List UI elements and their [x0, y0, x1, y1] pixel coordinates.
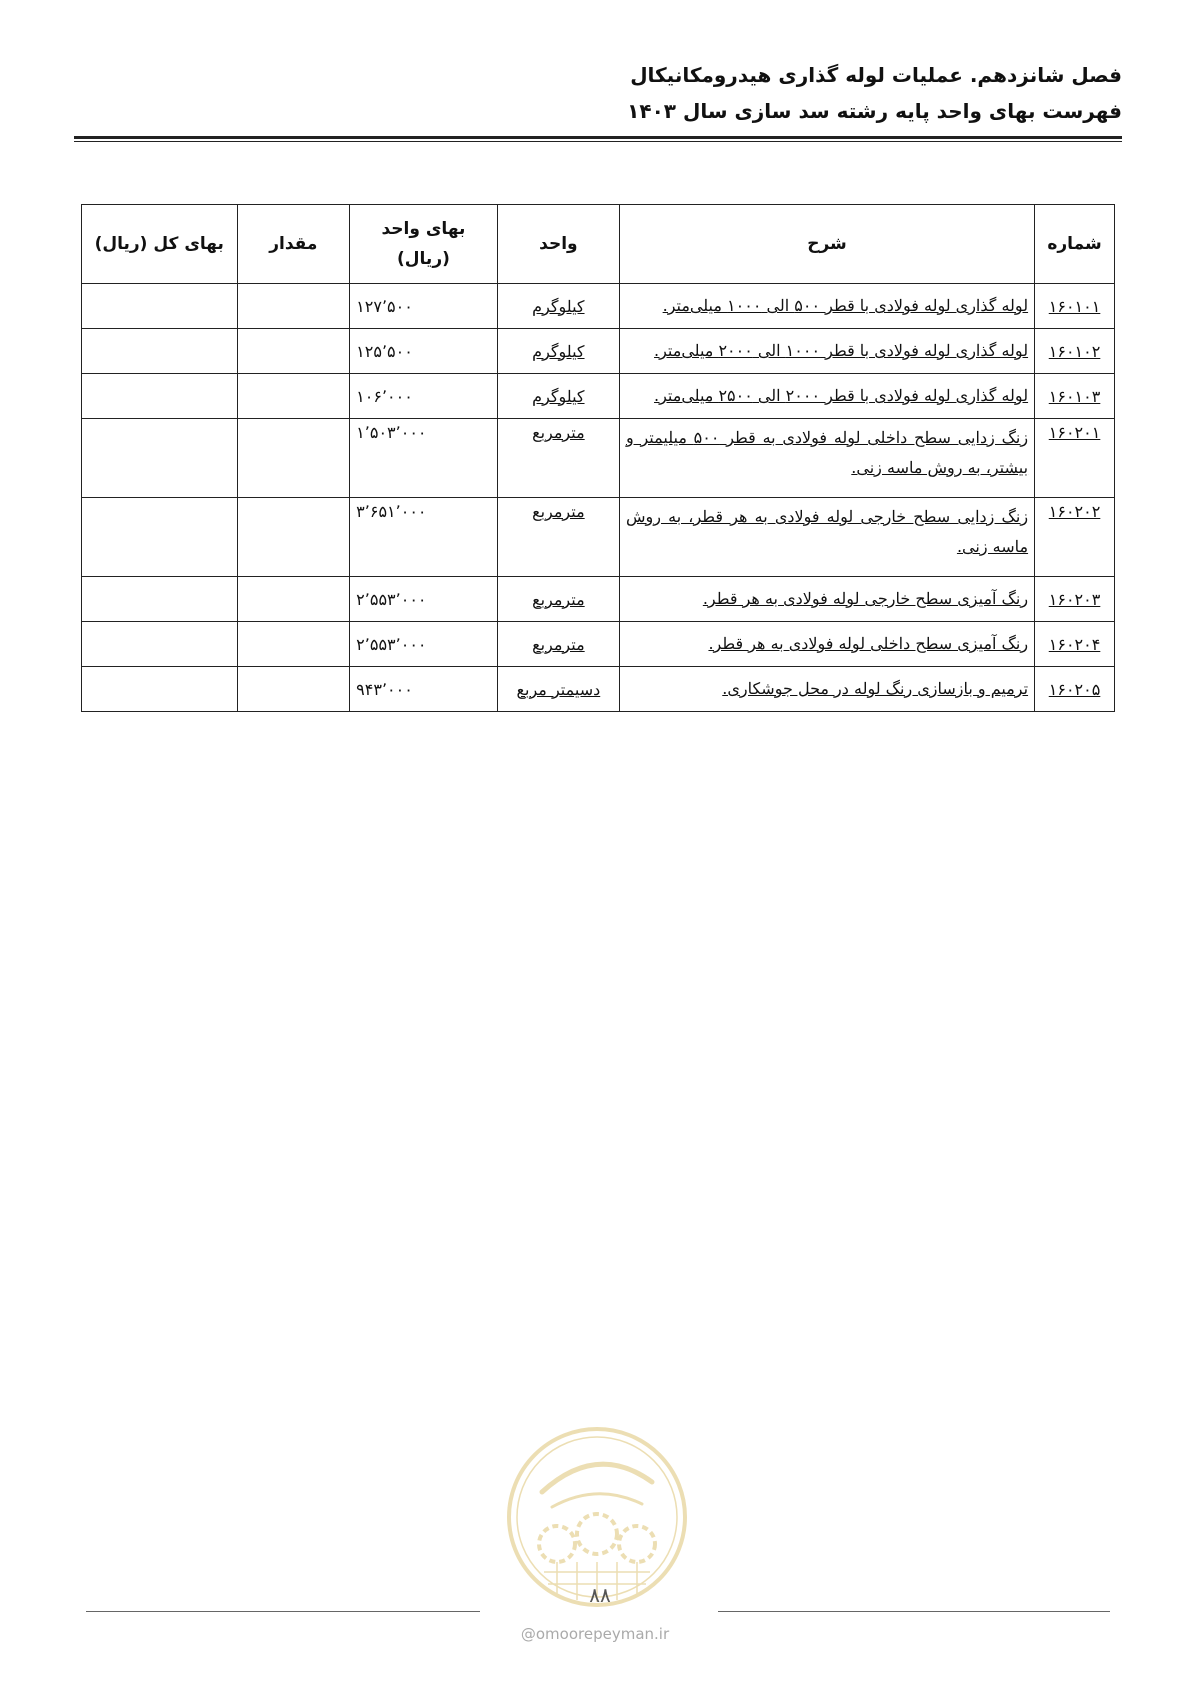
header-unit: واحد [497, 205, 619, 284]
row-number: ۱۶۰۲۰۳ [1035, 577, 1115, 622]
row-unit: کیلوگرم [497, 374, 619, 419]
row-total-price [82, 622, 238, 667]
table-row [82, 329, 1115, 374]
header-unit-price-label: بهای واحد [381, 219, 466, 239]
header-quantity: مقدار [237, 205, 350, 284]
row-unit: مترمربع [497, 622, 619, 667]
row-quantity [237, 329, 350, 374]
row-description: لوله گذاری لوله فولادی با قطر ۲۰۰۰ الی ۲۵۰۰ میلی‌متر. [619, 374, 1034, 419]
row-description: زنگ زدایی سطح خارجی لوله فولادی به هر قطر، به روش ماسه زنی. [619, 498, 1034, 577]
row-unit: کیلوگرم [497, 284, 619, 329]
header-unit-price [350, 205, 498, 284]
table-header-row [82, 205, 1115, 284]
row-description: رنگ آمیزی سطح داخلی لوله فولادی به هر قطر. [619, 622, 1034, 667]
table-row [82, 667, 1115, 712]
table-row [82, 622, 1115, 667]
row-number: ۱۶۰۲۰۱ [1035, 419, 1115, 498]
price-list-title: فهرست بهای واحد پایه رشته سد سازی سال ۱۴۰۳ [627, 99, 1122, 123]
row-quantity [237, 284, 350, 329]
row-description: زنگ زدایی سطح داخلی لوله فولادی به قطر ۵۰۰ میلیمتر و بیشتر، به روش ماسه زنی. [619, 419, 1034, 498]
header-description: شرح [619, 205, 1034, 284]
table-row [82, 374, 1115, 419]
row-total-price [82, 498, 238, 577]
page-number: ۸۸ [589, 1583, 611, 1607]
row-number: ۱۶۰۱۰۳ [1035, 374, 1115, 419]
row-description: رنگ آمیزی سطح خارجی لوله فولادی به هر قطر. [619, 577, 1034, 622]
row-unit-price: ۱۲۵٬۵۰۰ [350, 329, 498, 374]
row-unit-price: ۹۴۳٬۰۰۰ [350, 667, 498, 712]
header-rule-thin [74, 141, 1122, 142]
row-unit: مترمربع [497, 419, 619, 498]
row-quantity [237, 622, 350, 667]
price-table [81, 204, 1115, 712]
row-total-price [82, 577, 238, 622]
row-number: ۱۶۰۲۰۲ [1035, 498, 1115, 577]
row-total-price [82, 374, 238, 419]
row-unit: مترمربع [497, 577, 619, 622]
page-header [74, 58, 1122, 130]
row-description: لوله گذاری لوله فولادی با قطر ۱۰۰۰ الی ۲۰۰۰ میلی‌متر. [619, 329, 1034, 374]
footer-rule-left [86, 1611, 480, 1612]
row-total-price [82, 329, 238, 374]
row-unit: کیلوگرم [497, 329, 619, 374]
row-unit-price: ۱٬۵۰۳٬۰۰۰ [350, 419, 498, 498]
row-total-price [82, 419, 238, 498]
row-number: ۱۶۰۲۰۵ [1035, 667, 1115, 712]
footer-rule-right [718, 1611, 1110, 1612]
row-unit: مترمربع [497, 498, 619, 577]
row-quantity [237, 577, 350, 622]
table-row [82, 498, 1115, 577]
row-unit-price: ۳٬۶۵۱٬۰۰۰ [350, 498, 498, 577]
row-quantity [237, 419, 350, 498]
row-total-price [82, 284, 238, 329]
row-quantity [237, 498, 350, 577]
header-total-price: بهای کل (ریال) [82, 205, 238, 284]
row-description: ترمیم و بازسازی رنگ لوله در محل جوشکاری. [619, 667, 1034, 712]
header-number: شماره [1035, 205, 1115, 284]
row-quantity [237, 374, 350, 419]
table-row [82, 419, 1115, 498]
row-unit-price: ۲٬۵۵۳٬۰۰۰ [350, 577, 498, 622]
table-row [82, 284, 1115, 329]
row-number: ۱۶۰۱۰۲ [1035, 329, 1115, 374]
chapter-title: فصل شانزدهم. عملیات لوله گذاری هیدرومکانیکال [630, 63, 1122, 87]
row-description: لوله گذاری لوله فولادی با قطر ۵۰۰ الی ۱۰۰۰ میلی‌متر. [619, 284, 1034, 329]
header-unit-price-currency: (ریال) [397, 249, 450, 269]
row-number: ۱۶۰۱۰۱ [1035, 284, 1115, 329]
row-quantity [237, 667, 350, 712]
footer-website: @omoorepeyman.ir [520, 1625, 670, 1643]
row-number: ۱۶۰۲۰۴ [1035, 622, 1115, 667]
row-total-price [82, 667, 238, 712]
table-row [82, 577, 1115, 622]
row-unit-price: ۲٬۵۵۳٬۰۰۰ [350, 622, 498, 667]
row-unit-price: ۱۰۶٬۰۰۰ [350, 374, 498, 419]
row-unit: دسیمتر مربع [497, 667, 619, 712]
header-rule-thick [74, 136, 1122, 139]
row-unit-price: ۱۲۷٬۵۰۰ [350, 284, 498, 329]
